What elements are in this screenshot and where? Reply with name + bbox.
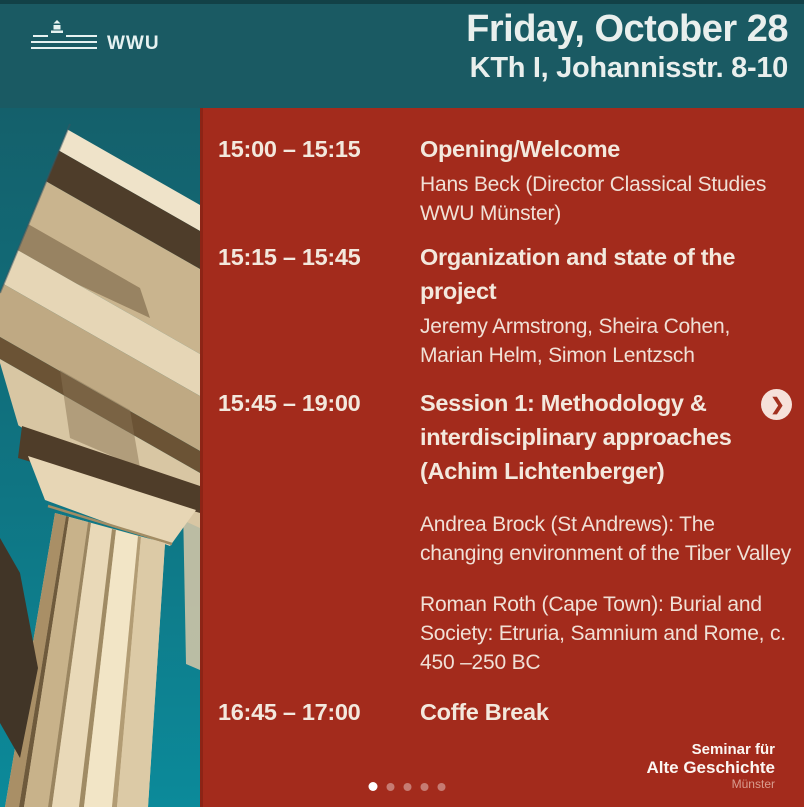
seminar-logo-line1: Seminar für bbox=[691, 741, 775, 758]
header-bar bbox=[0, 0, 804, 108]
wwu-castle-icon bbox=[31, 20, 181, 54]
schedule-detail: Roman Roth (Cape Town): Burial and Society: Etruria, Samnium and Rome, c. 450 –250 BC bbox=[420, 593, 786, 674]
schedule-title: Organization and state of the project bbox=[420, 244, 736, 304]
seminar-logo-line3: Münster bbox=[731, 777, 775, 791]
schedule-list bbox=[200, 132, 804, 729]
schedule-row bbox=[200, 386, 804, 677]
carousel-dot-active[interactable] bbox=[369, 782, 378, 791]
schedule-detail: Hans Beck (Director Classical Studies WWU Münster) bbox=[420, 173, 767, 225]
carousel-dots bbox=[369, 782, 446, 791]
schedule-row bbox=[200, 695, 804, 729]
chevron-right-icon: ❯ bbox=[770, 395, 785, 414]
schedule-row bbox=[200, 240, 804, 370]
wwu-logo-text: WWU bbox=[107, 33, 160, 54]
event-date: Friday, October 28 bbox=[466, 8, 788, 50]
top-edge-divider bbox=[0, 0, 804, 4]
schedule-row bbox=[200, 132, 804, 228]
wwu-logo bbox=[31, 20, 181, 59]
schedule-time: 16:45 – 17:00 bbox=[218, 699, 361, 725]
seminar-logo-line2: Alte Geschichte bbox=[646, 758, 775, 777]
schedule-detail: Andrea Brock (St Andrews): The changing environment of the Tiber Valley bbox=[420, 513, 792, 565]
carousel-dot[interactable] bbox=[387, 783, 395, 791]
schedule-detail: Jeremy Armstrong, Sheira Cohen, Marian Helm, Simon Lentzsch bbox=[420, 315, 731, 367]
column-photo bbox=[0, 108, 200, 807]
seminar-logo bbox=[647, 741, 776, 791]
carousel-dot[interactable] bbox=[404, 783, 412, 791]
schedule-title: Opening/Welcome bbox=[420, 136, 621, 162]
schedule-time: 15:15 – 15:45 bbox=[218, 244, 361, 270]
schedule-time: 15:45 – 19:00 bbox=[218, 390, 361, 416]
carousel-dot[interactable] bbox=[438, 783, 446, 791]
schedule-time: 15:00 – 15:15 bbox=[218, 136, 361, 162]
doric-column-illustration bbox=[0, 108, 200, 807]
carousel-next-button[interactable] bbox=[761, 389, 792, 420]
event-venue: KTh I, Johannisstr. 8-10 bbox=[469, 52, 788, 84]
schedule-title: Coffe Break bbox=[420, 699, 549, 725]
schedule-panel bbox=[200, 108, 804, 807]
carousel-dot[interactable] bbox=[421, 783, 429, 791]
schedule-title: Session 1: Methodology & interdisciplinary approaches (Achim Lichtenberger) bbox=[420, 390, 732, 484]
